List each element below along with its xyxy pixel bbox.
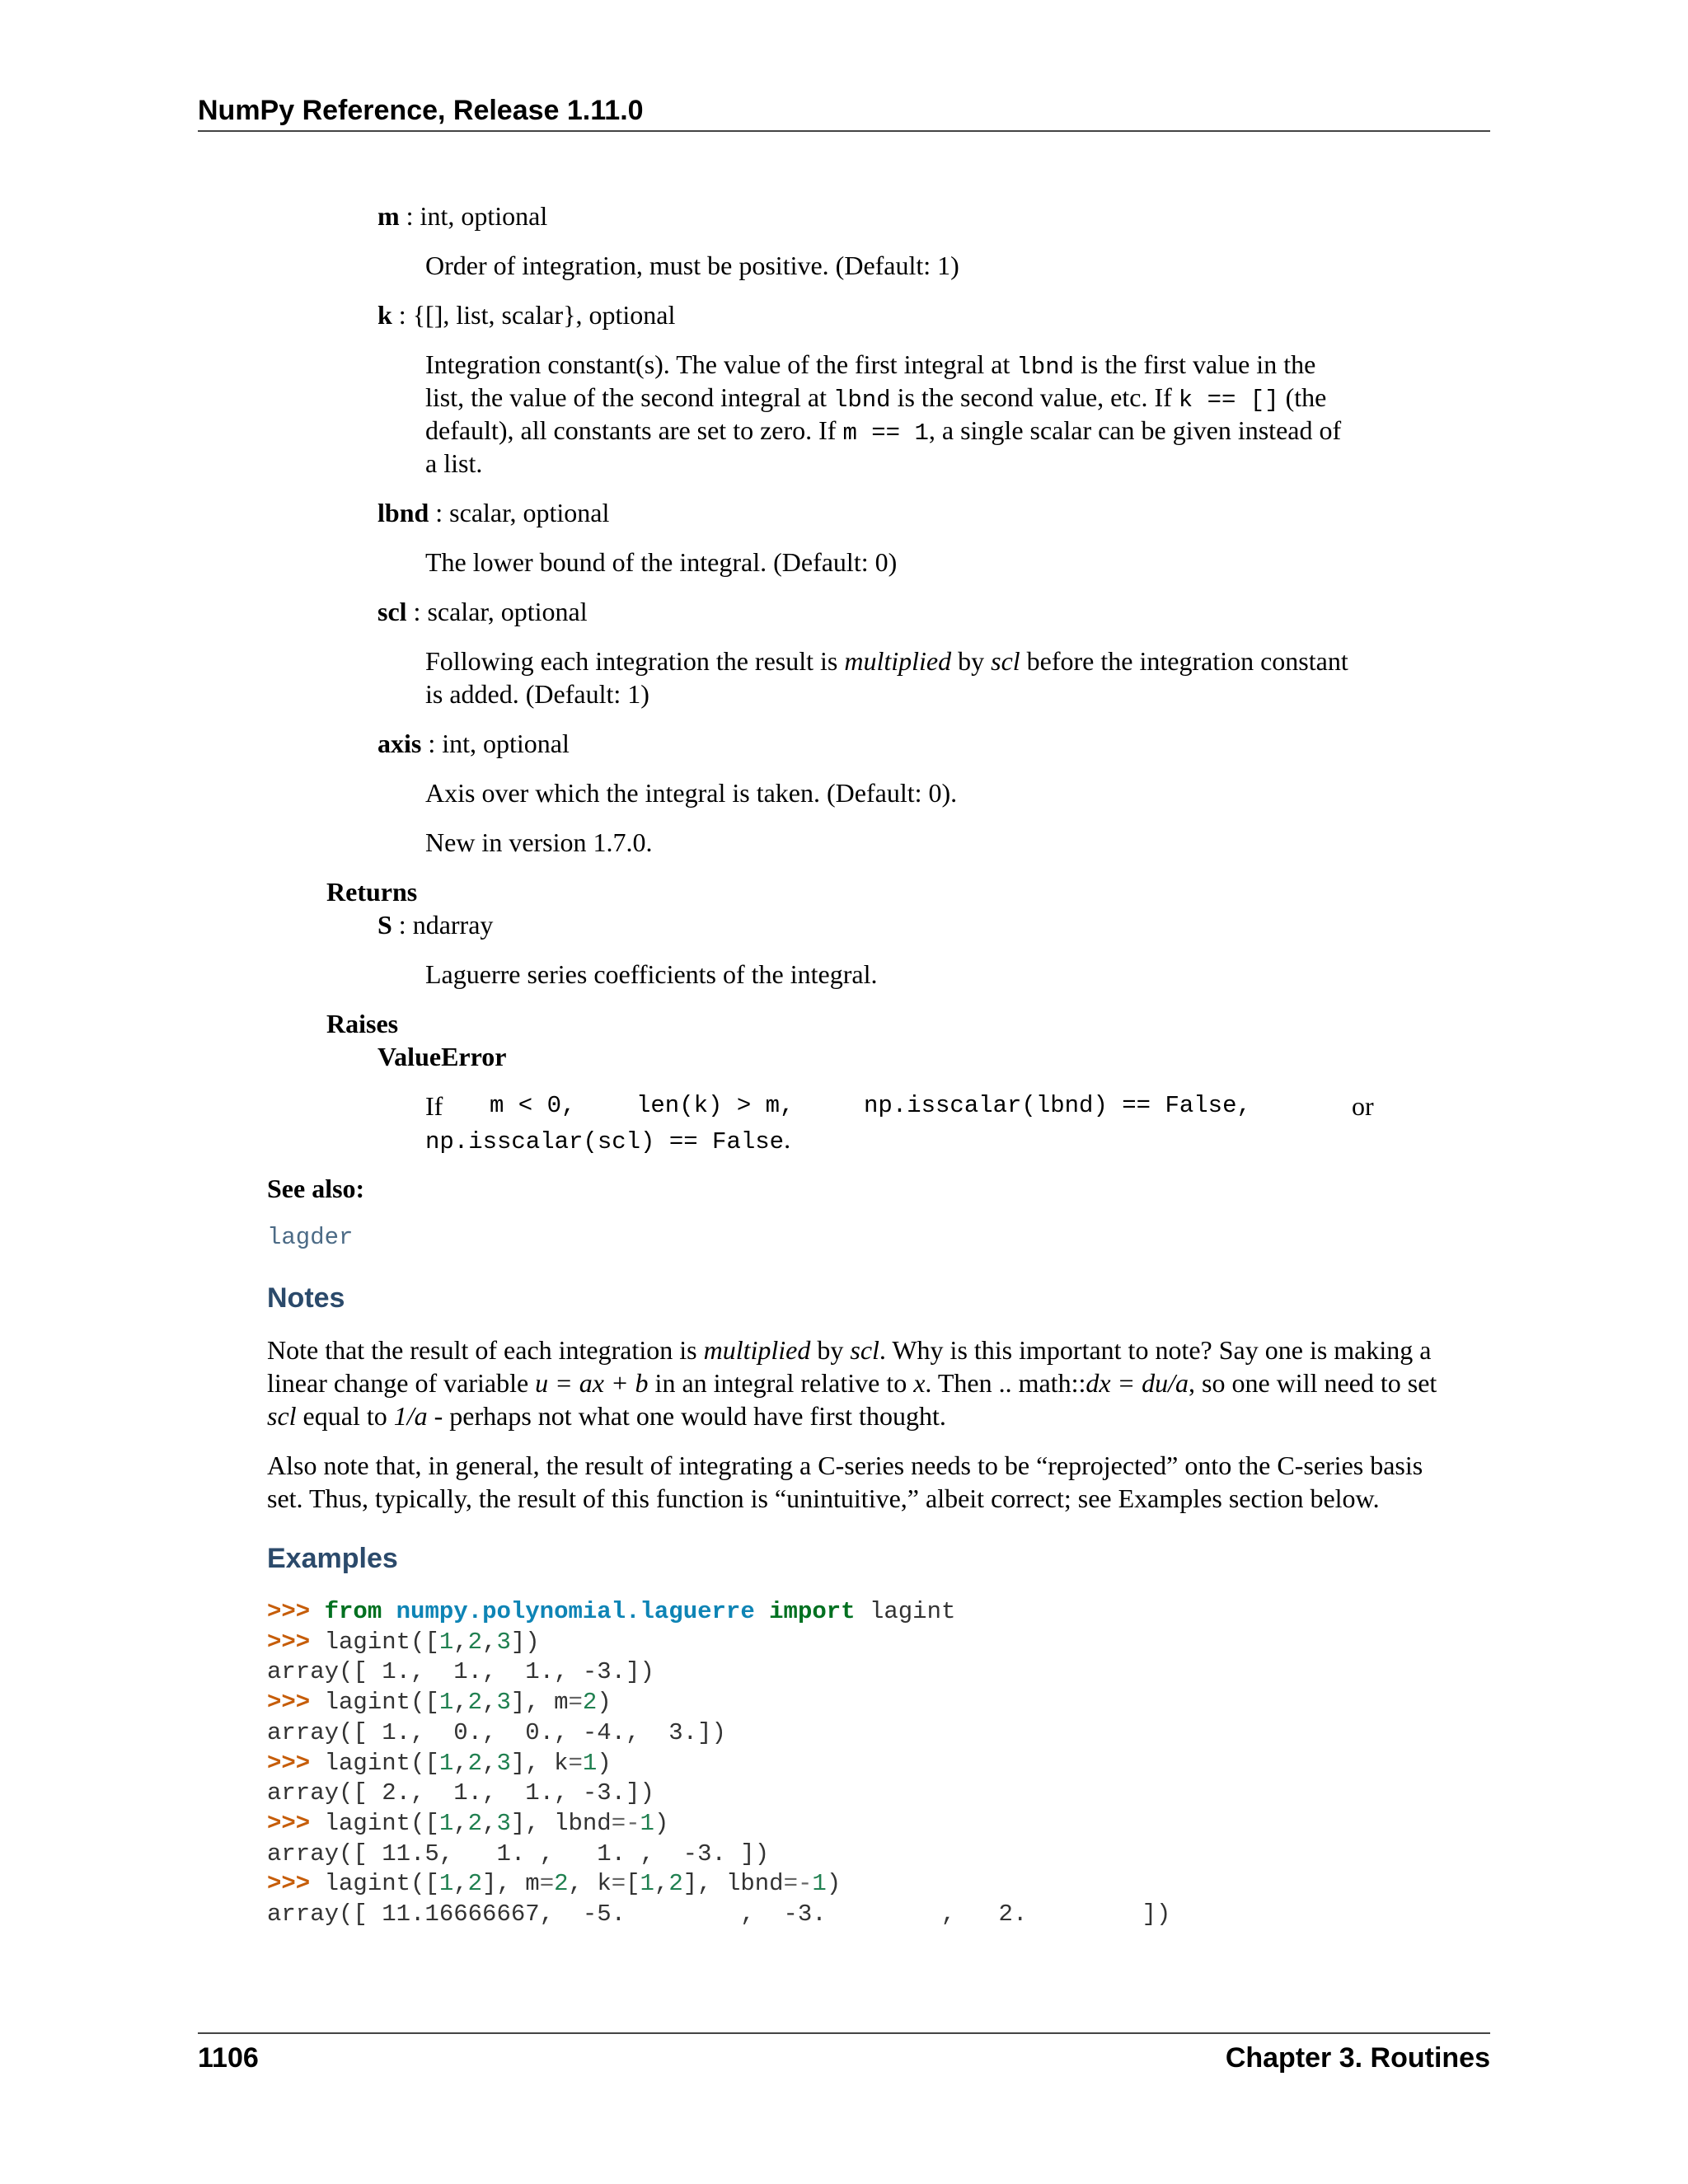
raises-cond-1: m < 0, [490,1092,576,1119]
code-line-4: >>> lagint([1,2,3], k=1) [267,1749,612,1777]
see-also-label: See also: [267,1174,365,1203]
footer-rule [198,2032,1490,2034]
code-line-6: >>> lagint([1,2], m=2, k=[1,2], lbnd=-1) [267,1870,842,1898]
param-lbnd: lbnd : scalar, optional [377,498,610,527]
raises-cond-4-line: np.isscalar(scl) == False. [425,1124,791,1155]
raises-cond-2: len(k) > m, [636,1092,795,1119]
raises-label: Raises [326,1009,399,1038]
code-output-3: array([ 2., 1., 1., -3.]) [267,1779,654,1807]
examples-code-block [267,1597,1490,1930]
param-k-desc-line2: list, the value of the second integral at lbnd is the second value, etc. If k == [] (the [425,382,1327,414]
notes-p2-line2: set. Thus, typically, the result of this function is “unintuitive,” albeit correct; see Examples section below. [267,1483,1380,1513]
code-output-1: array([ 1., 1., 1., -3.]) [267,1658,654,1686]
code-output-2: array([ 1., 0., 0., -4., 3.]) [267,1718,726,1746]
param-scl-desc-line2: is added. (Default: 1) [425,679,649,709]
param-axis-desc: Axis over which the integral is taken. (Default: 0). [425,778,958,808]
param-scl: scl : scalar, optional [377,597,588,626]
code-line-3: >>> lagint([1,2,3], m=2) [267,1689,612,1717]
examples-heading: Examples [267,1543,398,1574]
raises-valueerror: ValueError [377,1042,507,1071]
returns-entry: S : ndarray [377,910,494,940]
returns-label: Returns [326,877,418,907]
param-m-desc: Order of integration, must be positive. (Default: 1) [425,251,959,280]
param-axis-version: New in version 1.7.0. [425,827,653,857]
code-line-1: >>> from numpy.polynomial.laguerre import lagint [267,1598,956,1625]
param-m: m : int, optional [377,201,548,231]
raises-if: If [425,1091,443,1121]
code-line-2: >>> lagint([1,2,3]) [267,1628,540,1656]
param-k-desc-line1: Integration constant(s). The value of the first integral at lbnd is the first value in the [425,349,1316,381]
notes-p1-line1: Note that the result of each integration is multiplied by scl. Why is this important to note? Say one is making a [267,1335,1432,1365]
param-k: k : {[], list, scalar}, optional [377,300,676,330]
param-lbnd-desc: The lower bound of the integral. (Default: 0) [425,547,898,577]
param-scl-desc-line1: Following each integration the result is multiplied by scl before the integration constant [425,646,1348,676]
see-also-lagder-link[interactable]: lagder [267,1224,354,1251]
notes-p2-line1: Also note that, in general, the result of integrating a C-series needs to be “reprojected” onto the C-series basis [267,1451,1423,1480]
raises-or: or [1352,1091,1374,1121]
raises-cond-3: np.isscalar(lbnd) == False, [864,1092,1251,1119]
notes-p1-line2: linear change of variable u = ax + b in an integral relative to x. Then .. math::dx = du/a, so one will need to set [267,1368,1437,1398]
page-number: 1106 [198,2042,259,2074]
param-k-desc-line3: default), all constants are set to zero. If m == 1, a single scalar can be given instead of [425,415,1342,447]
code-output-4: array([ 11.5, 1. , 1. , -3. ]) [267,1840,770,1868]
param-axis: axis : int, optional [377,729,570,758]
header-rule [198,130,1490,132]
returns-desc: Laguerre series coefficients of the integral. [425,959,878,989]
running-header: NumPy Reference, Release 1.11.0 [198,95,644,126]
notes-p1-line3: scl equal to 1/a - perhaps not what one would have first thought. [267,1401,946,1431]
chapter-label: Chapter 3. Routines [1225,2042,1490,2074]
param-k-desc-line4: a list. [425,448,483,478]
code-output-5: array([ 11.16666667, -5. , -3. , 2. ]) [267,1900,1171,1929]
code-line-5: >>> lagint([1,2,3], lbnd=-1) [267,1809,669,1837]
notes-heading: Notes [267,1282,345,1314]
